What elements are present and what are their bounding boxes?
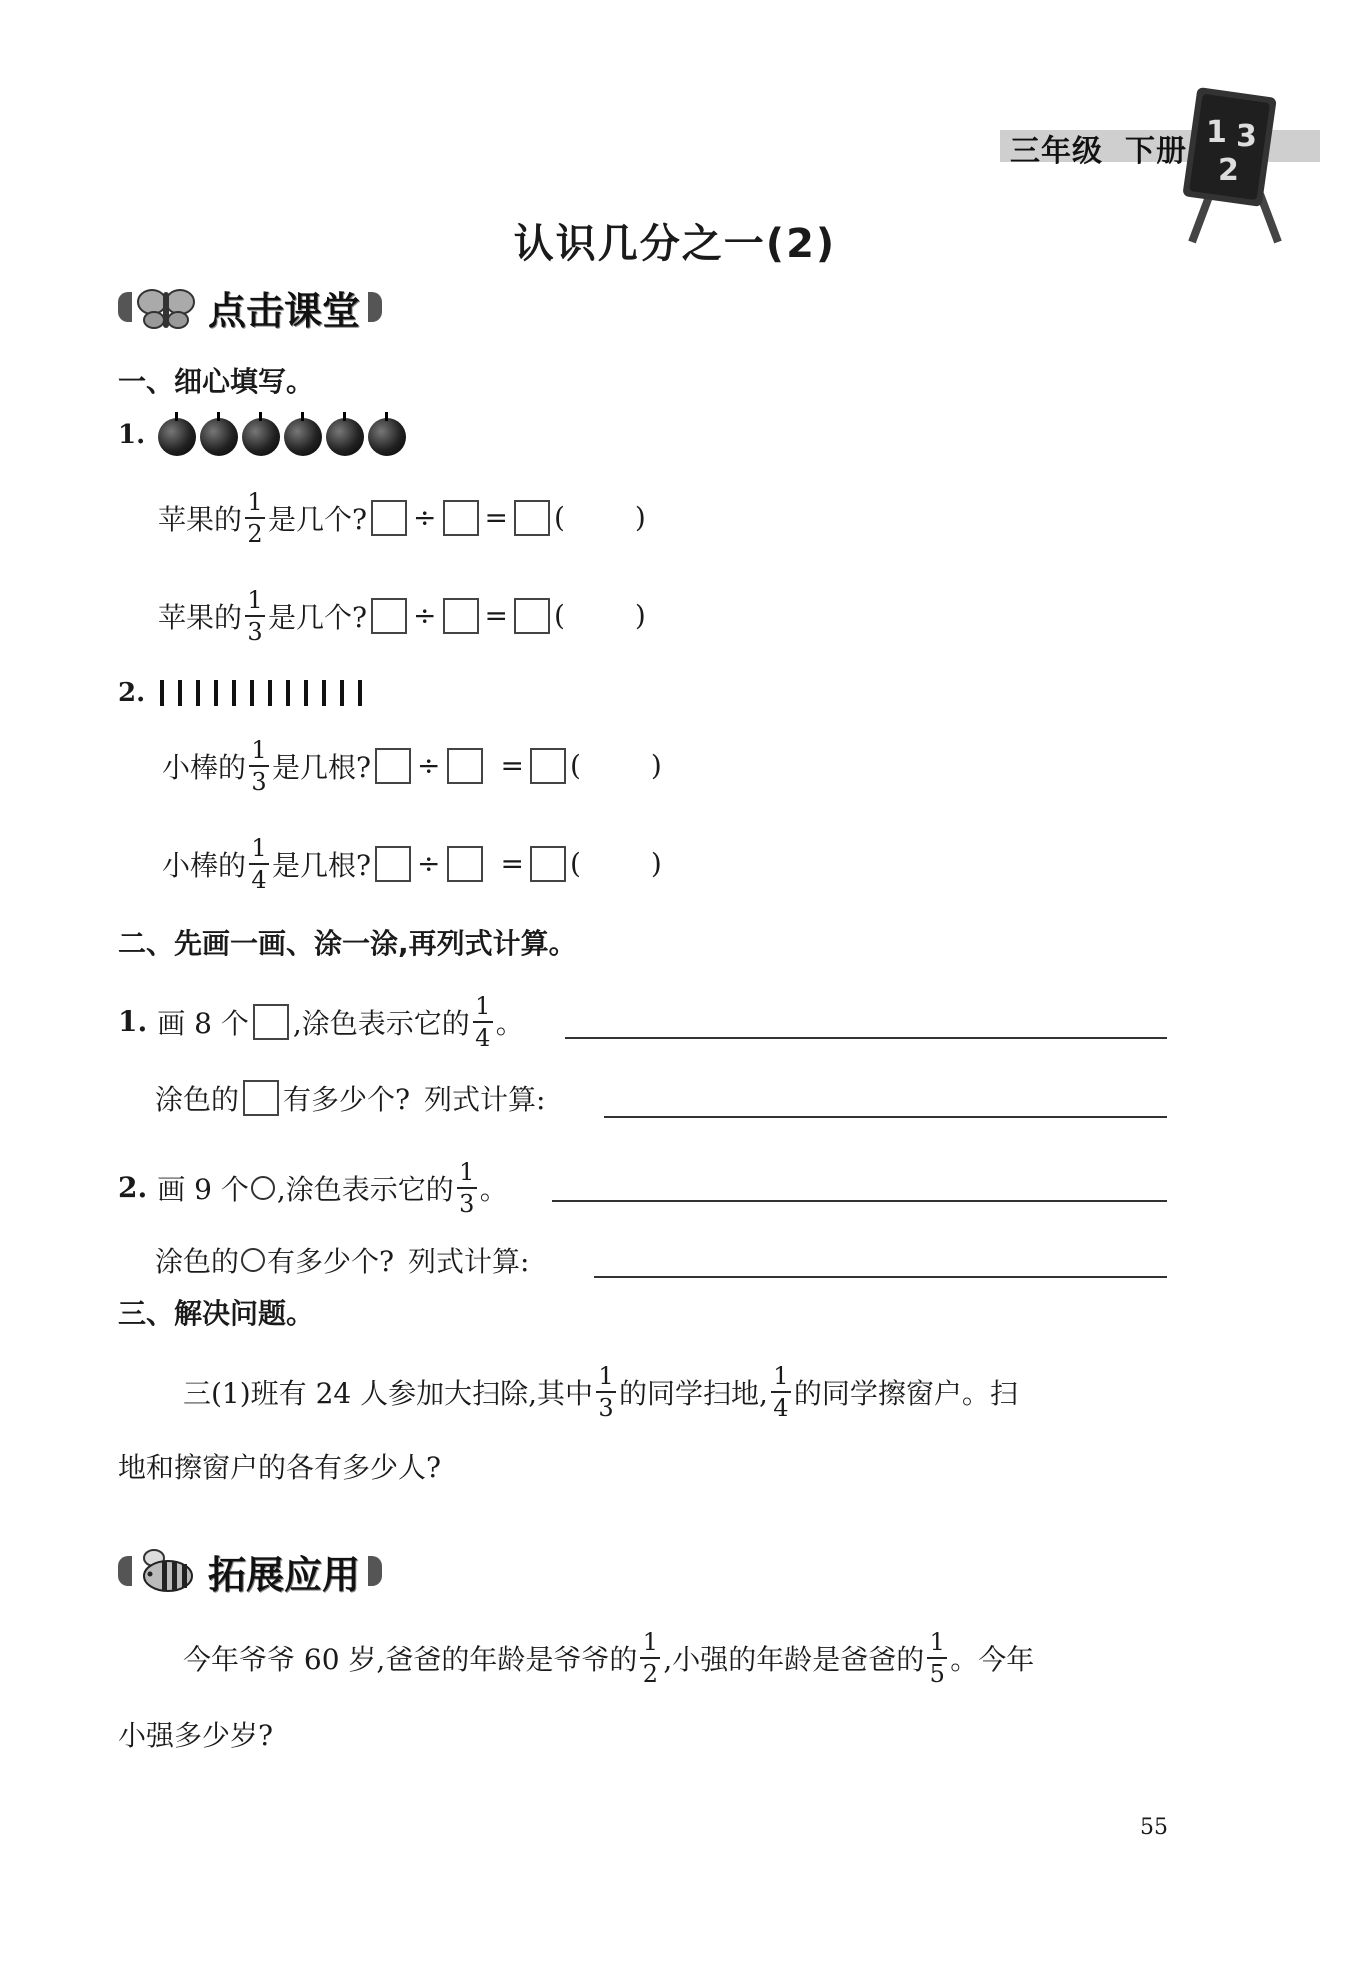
apple-icon xyxy=(368,418,406,456)
text: 列式计算: xyxy=(424,1083,546,1116)
fraction-numerator: 1 xyxy=(459,1158,475,1186)
fraction-denominator: 4 xyxy=(475,1023,491,1052)
divide-sign: ÷ xyxy=(413,501,437,535)
stick-row xyxy=(160,680,362,706)
stick-icon xyxy=(304,680,308,706)
stick-icon xyxy=(322,680,326,706)
s2-q1-line1 xyxy=(118,994,524,1050)
page-title: 认识几分之一(2) xyxy=(513,221,837,267)
paren-open: ( xyxy=(553,501,565,535)
grade: 三年级 xyxy=(1010,134,1103,169)
paren-open: ( xyxy=(553,599,565,633)
fraction xyxy=(927,1630,947,1686)
stick-icon xyxy=(232,680,236,706)
s1-q2-line2 xyxy=(162,836,662,892)
equals-sign: = xyxy=(500,749,524,783)
answer-box[interactable] xyxy=(443,598,479,634)
equals-sign: = xyxy=(484,501,508,535)
s1-q1-line2 xyxy=(158,588,646,644)
answer-box[interactable] xyxy=(447,748,483,784)
text: 是几个? xyxy=(268,600,368,634)
text: 苹果的 xyxy=(158,600,243,634)
stick-icon xyxy=(178,680,182,706)
apple-row xyxy=(158,418,406,456)
equals-sign: = xyxy=(500,847,524,881)
answer-box[interactable] xyxy=(530,846,566,882)
text: 苹果的 xyxy=(158,502,243,536)
stick-icon xyxy=(358,680,362,706)
answer-box[interactable] xyxy=(447,846,483,882)
s1-q1-line1 xyxy=(158,490,646,546)
text: 今年爷爷 60 岁,爸爸的年龄是爷爷的 xyxy=(183,1642,638,1676)
text: 列式计算: xyxy=(408,1245,530,1278)
butterfly-icon xyxy=(132,280,200,334)
drawing-answer-line[interactable] xyxy=(552,1200,1167,1202)
text: ,涂色表示它的 xyxy=(292,1006,470,1040)
calculation-answer-line[interactable] xyxy=(594,1276,1167,1278)
answer-box[interactable] xyxy=(443,500,479,536)
stick-icon xyxy=(160,680,164,706)
fraction-numerator: 1 xyxy=(251,736,267,764)
stick-icon xyxy=(268,680,272,706)
paren-close: ) xyxy=(634,501,646,535)
calculation-answer-line[interactable] xyxy=(604,1116,1167,1118)
drawing-answer-line[interactable] xyxy=(565,1037,1167,1039)
extension-banner-label: 拓展应用 xyxy=(208,1552,361,1597)
badge-number-3: 3 xyxy=(1236,119,1257,154)
circle-symbol xyxy=(251,1176,275,1200)
paren-open: ( xyxy=(569,847,581,881)
text: 的同学擦窗户。扫 xyxy=(793,1376,1018,1410)
text: 。 xyxy=(495,1006,524,1040)
extension-banner xyxy=(118,1544,382,1598)
answer-box[interactable] xyxy=(514,500,550,536)
fraction-numerator: 1 xyxy=(251,834,267,862)
fraction-numerator: 1 xyxy=(475,992,491,1020)
text: 是几根? xyxy=(272,750,372,784)
text: 是几根? xyxy=(272,848,372,882)
fraction-numerator: 1 xyxy=(642,1628,658,1656)
fraction-denominator: 3 xyxy=(247,617,263,646)
fraction-denominator: 2 xyxy=(642,1659,658,1688)
apple-icon xyxy=(326,418,364,456)
text: 画 8 个 xyxy=(157,1006,249,1040)
text: ,小强的年龄是爸爸的 xyxy=(663,1642,925,1676)
classroom-banner xyxy=(118,280,382,334)
answer-box[interactable] xyxy=(371,500,407,536)
text: 小棒的 xyxy=(162,848,247,882)
s1-q2-line1 xyxy=(162,738,662,794)
fraction-numerator: 1 xyxy=(773,1362,789,1390)
divide-sign: ÷ xyxy=(417,847,441,881)
fraction xyxy=(245,490,265,546)
fraction-numerator: 1 xyxy=(598,1362,614,1390)
apple-icon xyxy=(284,418,322,456)
circle-symbol xyxy=(241,1248,265,1272)
text: 涂色的 xyxy=(155,1083,240,1116)
fraction-denominator: 4 xyxy=(773,1393,789,1422)
answer-box[interactable] xyxy=(375,748,411,784)
fraction-numerator: 1 xyxy=(247,586,263,614)
answer-box[interactable] xyxy=(371,598,407,634)
text: ,涂色表示它的 xyxy=(276,1172,454,1206)
banner-cap-left xyxy=(118,292,132,322)
banner-cap-right xyxy=(368,1556,382,1586)
banner-cap-left xyxy=(118,1556,132,1586)
equals-sign: = xyxy=(484,599,508,633)
section1-heading: 一、细心填写。 xyxy=(118,365,315,398)
divide-sign: ÷ xyxy=(413,599,437,633)
s2-q1-number: 1. xyxy=(118,1005,148,1039)
text: 。 xyxy=(479,1172,508,1206)
fraction-denominator: 2 xyxy=(247,519,263,548)
square-symbol xyxy=(243,1080,279,1116)
s2-q2-number: 2. xyxy=(118,1171,148,1205)
fraction xyxy=(640,1630,660,1686)
classroom-banner-label: 点击课堂 xyxy=(208,288,361,333)
stick-icon xyxy=(340,680,344,706)
text: 涂色的 xyxy=(155,1245,240,1278)
volume: 下册 xyxy=(1125,134,1187,169)
text: 画 9 个 xyxy=(157,1172,249,1206)
apple-icon xyxy=(242,418,280,456)
fraction-denominator: 3 xyxy=(251,767,267,796)
square-symbol xyxy=(253,1004,289,1040)
extension-problem-line2: 小强多少岁? xyxy=(118,1719,274,1752)
s2-q2-line2 xyxy=(155,1240,529,1280)
s2-q1-line2 xyxy=(155,1078,545,1118)
answer-box[interactable] xyxy=(530,748,566,784)
fraction xyxy=(473,994,493,1050)
text: 是几个? xyxy=(268,502,368,536)
section3-heading: 三、解决问题。 xyxy=(118,1297,315,1330)
apple-icon xyxy=(158,418,196,456)
fraction-numerator: 1 xyxy=(929,1628,945,1656)
badge-number-1: 1 xyxy=(1206,115,1227,150)
fraction xyxy=(596,1364,616,1420)
stick-icon xyxy=(250,680,254,706)
fraction-numerator: 1 xyxy=(247,488,263,516)
text: 的同学扫地, xyxy=(619,1376,768,1410)
fraction-denominator: 3 xyxy=(598,1393,614,1422)
answer-box[interactable] xyxy=(375,846,411,882)
text: 有多少个? xyxy=(267,1245,395,1278)
s2-q2-line1 xyxy=(118,1160,508,1216)
text: 。今年 xyxy=(950,1642,1035,1676)
paren-open: ( xyxy=(569,749,581,783)
bee-icon xyxy=(132,1544,200,1598)
s3-problem-line1 xyxy=(183,1364,1018,1420)
fraction xyxy=(457,1160,477,1216)
fraction xyxy=(245,588,265,644)
fraction-denominator: 5 xyxy=(929,1659,945,1688)
divide-sign: ÷ xyxy=(417,749,441,783)
stick-icon xyxy=(214,680,218,706)
fraction xyxy=(249,836,269,892)
fraction xyxy=(249,738,269,794)
section2-heading: 二、先画一画、涂一涂,再列式计算。 xyxy=(118,927,577,960)
paren-close: ) xyxy=(650,749,662,783)
fraction-denominator: 4 xyxy=(251,865,267,894)
fraction xyxy=(771,1364,791,1420)
fraction-denominator: 3 xyxy=(459,1189,475,1218)
extension-problem-line1 xyxy=(183,1630,1034,1686)
text: 小棒的 xyxy=(162,750,247,784)
s1-q1-number: 1. xyxy=(118,420,146,450)
paren-close: ) xyxy=(634,599,646,633)
banner-cap-right xyxy=(368,292,382,322)
stick-icon xyxy=(286,680,290,706)
s1-q2-number: 2. xyxy=(118,678,146,708)
text: 三(1)班有 24 人参加大扫除,其中 xyxy=(183,1376,593,1410)
answer-box[interactable] xyxy=(514,598,550,634)
paren-close: ) xyxy=(650,847,662,881)
page-number: 55 xyxy=(1140,1815,1168,1840)
stick-icon xyxy=(196,680,200,706)
badge-number-2: 2 xyxy=(1218,153,1239,188)
text: 有多少个? xyxy=(283,1083,411,1116)
s3-problem-line2: 地和擦窗户的各有多少人? xyxy=(118,1451,442,1484)
apple-icon xyxy=(200,418,238,456)
